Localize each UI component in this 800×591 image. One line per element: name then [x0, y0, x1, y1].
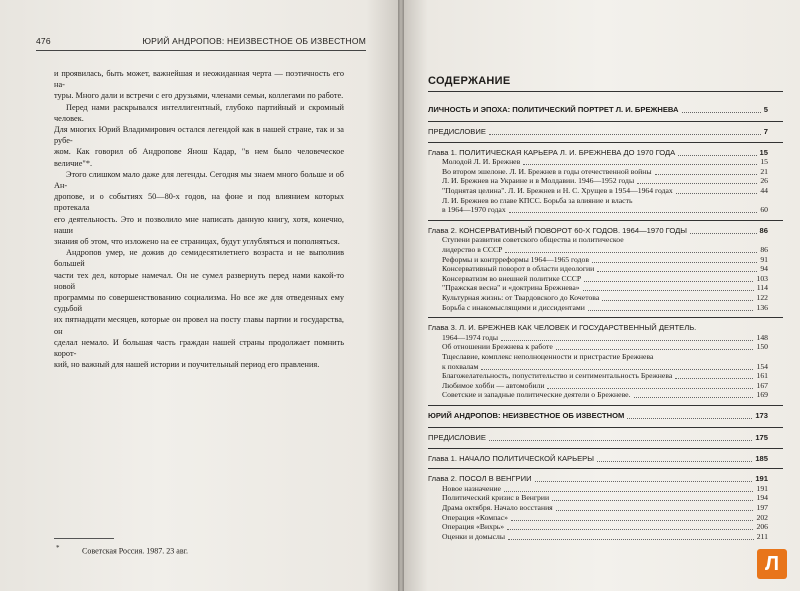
toc-entry-page: 44	[760, 186, 768, 195]
right-page	[404, 0, 800, 591]
toc-entry-page: 191	[756, 483, 768, 493]
toc-entry-page: 211	[756, 531, 768, 541]
toc-entry-title: в 1964—1970 годах	[442, 205, 506, 215]
toc-entry-title: Ступени развития советского общества и политическое	[442, 235, 624, 245]
toc-divider	[428, 220, 783, 221]
toc-leader-dots	[597, 454, 752, 462]
toc-entry-title: Операция «Вихрь»	[442, 522, 505, 532]
toc-entry-title: "Поднятая целина". Л. И. Брежнев и Н. С. Хрущев в 1954—1964 годах	[442, 186, 673, 195]
toc-title: СОДЕРЖАНИЕ	[428, 75, 511, 87]
toc-divider	[428, 448, 783, 449]
toc-leader-dots	[627, 411, 752, 419]
toc-entry-page: 5	[763, 105, 768, 114]
toc-leader-dots	[504, 484, 754, 492]
toc-entry-title: "Пражская весна" и «доктрина Брежнева»	[442, 283, 580, 293]
toc-leader-dots	[675, 371, 753, 379]
toc-entry-title: к похвалам	[442, 361, 479, 371]
body-line: Андропов умер, не дожив до семидесятилетнего возраста и не выполнив большей	[54, 248, 344, 269]
toc-entry-page: 15	[759, 147, 768, 157]
body-line: программы по совершенствованию социализма. Но все же для отведенных ему судьбой	[54, 293, 344, 314]
body-text	[54, 68, 344, 370]
toc-entry-page: 161	[756, 371, 768, 381]
toc-entry-title: Реформы и контрреформы 1964—1965 годов	[442, 254, 589, 264]
toc-leader-dots	[507, 522, 753, 530]
toc-entry-title: Л. И. Брежнев во главе КПСС. Борьба за влияние и власть	[442, 195, 633, 205]
toc-entry-title: лидерство в СССР	[442, 245, 503, 254]
toc-entry-page: 7	[763, 127, 768, 136]
toc-entry-title: Об отношении Брежнева к работе	[442, 342, 553, 352]
toc-entry-title: ЮРИЙ АНДРОПОВ: НЕИЗВЕСТНОЕ ОБ ИЗВЕСТНОМ	[428, 411, 625, 420]
toc-leader-dots	[678, 148, 756, 156]
toc-entry-page: 91	[760, 254, 768, 264]
toc-entry-page: 194	[756, 493, 768, 503]
toc-leader-dots	[509, 205, 758, 213]
toc-entry-title: Советские и западные политические деятели о Брежневе.	[442, 390, 631, 400]
toc-leader-dots	[637, 176, 757, 184]
toc-leader-dots	[556, 342, 754, 350]
toc-entry-page: 175	[755, 433, 768, 442]
toc-entry-page: 122	[756, 293, 768, 302]
body-line: дропове, и о событиях 50—80-х годов, на фоне и под влиянием которых протекала	[54, 192, 344, 213]
toc-leader-dots	[602, 293, 753, 301]
toc-entry-title: Культурная жизнь: от Твардовского до Кочетова	[442, 293, 600, 302]
body-line: знания об этом, что изложено на ее страницах, будут углубляться и пополняться.	[54, 237, 340, 247]
toc-entry-title: Молодой Л. И. Брежнев	[442, 157, 521, 167]
running-head-rule	[36, 50, 366, 51]
toc-leader-dots	[505, 245, 757, 253]
toc-leader-dots	[489, 127, 761, 135]
toc-entry-title: ЛИЧНОСТЬ И ЭПОХА: ПОЛИТИЧЕСКИЙ ПОРТРЕТ Л. И. БРЕЖНЕВА	[428, 105, 679, 114]
toc-entry-title: Новое назначение	[442, 483, 501, 493]
toc-entry-page: 173	[755, 411, 768, 420]
toc-leader-dots	[552, 493, 753, 501]
toc-leader-dots	[588, 303, 754, 311]
footnote-text: Советская Россия. 1987. 23 авг.	[82, 546, 188, 556]
body-line: туры. Много дали и встречи с его друзьями, членами семьи, коллегами по работе.	[54, 91, 344, 101]
toc-entry-page: 136	[756, 302, 768, 312]
toc-entry-page: 15	[760, 157, 768, 167]
toc-divider	[428, 121, 783, 122]
toc-entry-page: 185	[755, 453, 768, 463]
toc-entry-title: Драма октября. Начало восстания	[442, 503, 553, 512]
toc-entry-page: 148	[756, 332, 768, 342]
toc-entry-title: Глава 1. НАЧАЛО ПОЛИТИЧЕСКОЙ КАРЬЕРЫ	[428, 453, 594, 463]
body-line: их пятнадцати месяцев, которые он провел на посту главы партии и государства, он	[54, 315, 344, 336]
toc-leader-dots	[556, 503, 754, 511]
toc-leader-dots	[481, 362, 753, 370]
toc-entry-title: Тщеславие, комплекс неполноценности и пристрастие Брежнева	[442, 352, 654, 361]
toc-divider	[428, 405, 783, 406]
toc-divider	[428, 142, 783, 143]
toc-entry-title: Глава 2. КОНСЕРВАТИВНЫЙ ПОВОРОТ 60-Х ГОДОВ. 1964—1970 ГОДЫ	[428, 225, 687, 235]
toc-entry-title: 1964—1974 годы	[442, 332, 499, 342]
toc-divider	[428, 91, 783, 92]
footnote-mark: *	[56, 544, 60, 552]
toc-divider	[428, 317, 783, 318]
running-head	[36, 36, 366, 50]
body-line: кий, но важный для нашей истории и поучительный период его правления.	[54, 360, 320, 370]
toc-entry-title: Борьба с инакомыслящими и диссидентами	[442, 302, 585, 312]
toc-entry-title: Глава 3. Л. И. БРЕЖНЕВ КАК ЧЕЛОВЕК И ГОСУДАРСТВЕННЫЙ ДЕЯТЕЛЬ.	[428, 323, 697, 333]
toc-entry-page: 86	[759, 225, 768, 235]
toc-entry-page: 150	[756, 342, 768, 352]
toc-entry-title: Консерватизм во внешней политике СССР	[442, 273, 582, 283]
toc-entry-page: 202	[756, 512, 768, 522]
toc-entry-page: 103	[756, 273, 768, 283]
body-line: Этого слишком мало даже для легенды. Сегодня мы знаем много больше и об Ан-	[54, 169, 344, 191]
toc-leader-dots	[535, 474, 753, 482]
publisher-logo: Л	[757, 549, 787, 579]
toc-entry-page: 191	[755, 474, 768, 484]
toc-leader-dots	[501, 333, 753, 341]
toc-entry-page: 26	[760, 176, 768, 186]
toc-entry-page: 169	[756, 390, 768, 400]
toc-entry-page: 167	[756, 380, 768, 390]
toc-leader-dots	[655, 167, 758, 175]
toc-leader-dots	[690, 226, 757, 234]
toc-entry-title: Операция «Компас»	[442, 512, 508, 522]
toc-entry-page: 206	[756, 522, 768, 532]
toc-entry-title: ПРЕДИСЛОВИЕ	[428, 127, 486, 136]
toc-leader-dots	[597, 264, 757, 272]
toc-entry-title: Во втором эшелоне. Л. И. Брежнев в годы отечественной войны	[442, 166, 652, 176]
body-line: жом. Как говорил об Андропове Янош Кадар, "в нем было человеческое величие"*.	[54, 147, 344, 168]
toc-entry-page: 60	[760, 205, 768, 215]
footnote	[56, 544, 188, 556]
toc-entry-title: Политический кризис в Венгрии	[442, 493, 550, 503]
toc-leader-dots	[511, 513, 754, 521]
toc-entry-page: 94	[760, 264, 768, 274]
toc-leader-dots	[592, 255, 757, 263]
toc-entry-title: Глава 1. ПОЛИТИЧЕСКАЯ КАРЬЕРА Л. И. БРЕЖНЕВА ДО 1970 ГОДА	[428, 147, 676, 157]
toc-leader-dots	[676, 186, 758, 194]
toc-entry-title: Консервативный поворот в области идеологии	[442, 264, 595, 274]
toc-entry-page: 114	[756, 283, 768, 293]
running-head-title: ЮРИЙ АНДРОПОВ: НЕИЗВЕСТНОЕ ОБ ИЗВЕСТНОМ	[142, 36, 366, 46]
toc-entry-title: Оценки и домыслы	[442, 531, 506, 541]
body-line: сделал немало. И большая часть граждан нашей страны продолжает помнить корот-	[54, 337, 344, 359]
toc-entry-page: 21	[760, 166, 768, 176]
toc-leader-dots	[584, 274, 753, 282]
toc-entry-title: Любимое хобби — автомобили	[442, 380, 545, 390]
left-page	[0, 0, 398, 591]
toc-entry-title: Глава 2. ПОСОЛ В ВЕНГРИИ	[428, 474, 532, 484]
body-line: и проявилась, быть может, важнейшая и неожиданная черта — поэтичность его на-	[54, 69, 344, 90]
toc-leader-dots	[489, 433, 752, 441]
body-line: Для многих Юрий Владимирович остался легендой как в нашей стране, так и за рубе-	[54, 125, 344, 146]
body-line: части тех дел, которые намечал. Он не сумел развернуть перед нами какой-то новой	[54, 270, 344, 291]
toc-leader-dots	[682, 105, 761, 113]
toc-leader-dots	[547, 381, 753, 389]
toc-entry-title: ПРЕДИСЛОВИЕ	[428, 433, 486, 442]
toc-divider	[428, 468, 783, 469]
toc-entry-page: 197	[756, 503, 768, 512]
body-line: Перед нами раскрывался интеллигентный, глубоко партийный и скромный человек.	[54, 102, 344, 123]
toc-leader-dots	[634, 390, 754, 398]
toc-divider	[428, 427, 783, 428]
toc-leader-dots	[508, 532, 754, 540]
toc-entry-title: Л. И. Брежнев на Украине и в Молдавии. 1946—1952 годы	[442, 176, 635, 186]
page-number: 476	[36, 36, 51, 46]
toc-leader-dots	[523, 157, 757, 165]
toc-entry-page: 86	[760, 245, 768, 254]
body-line: его деятельность. Это и позволило мне написать данную книгу, хотя, конечно, наши	[54, 214, 344, 235]
toc-leader-dots	[583, 283, 754, 291]
toc-entry-page: 154	[756, 361, 768, 371]
toc-entry-title: Благожелательность, попустительство и сентиментальность Брежнева	[442, 371, 673, 381]
footnote-rule	[54, 538, 114, 539]
